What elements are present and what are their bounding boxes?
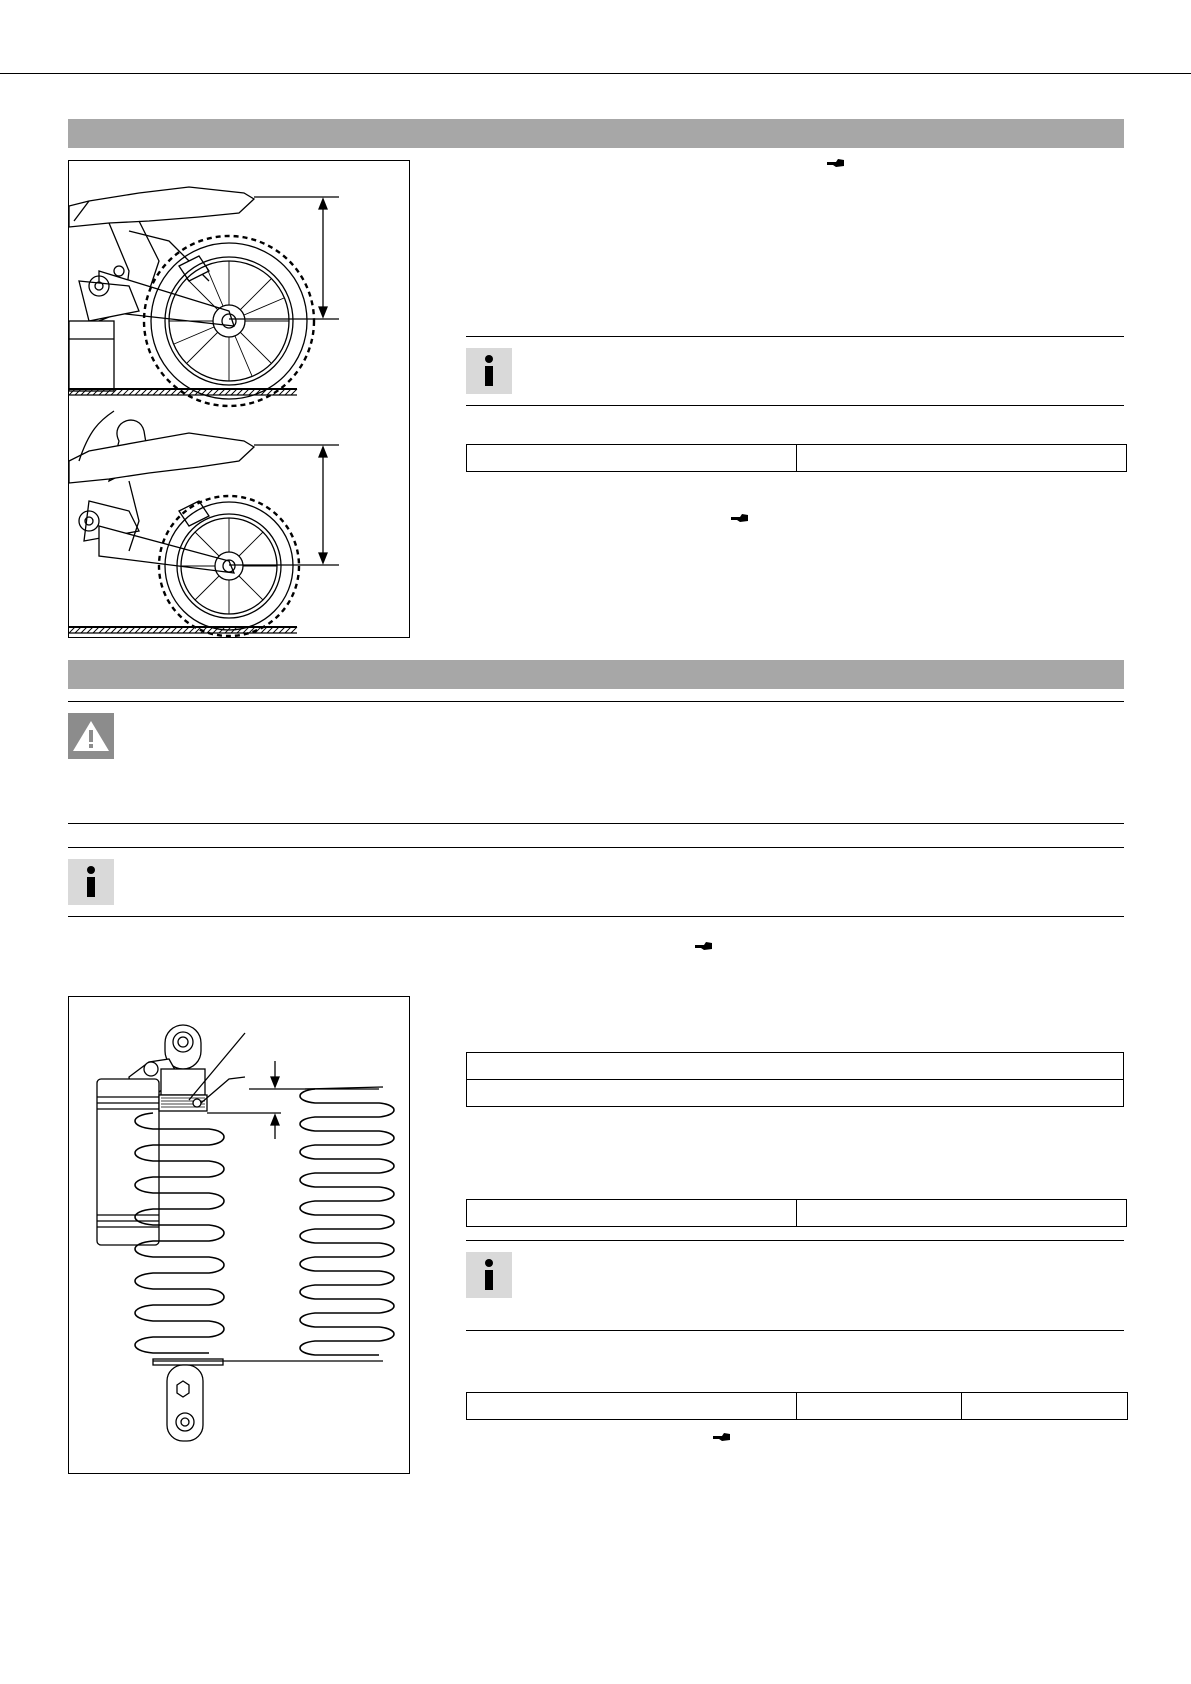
note-rule-top [466, 336, 1124, 337]
spec-table-spring-rate [466, 1392, 1128, 1420]
page-top-rule [0, 73, 1191, 74]
table-cell [797, 1200, 1127, 1227]
pointing-hand-icon [731, 512, 749, 524]
spec-table-sag [466, 444, 1127, 472]
note-rule-bottom [466, 1330, 1124, 1331]
info-icon [466, 348, 512, 394]
pointing-hand-icon [713, 1431, 731, 1443]
table-cell [797, 445, 1127, 472]
table-cell [962, 1393, 1128, 1420]
table-cell [797, 1393, 962, 1420]
spec-table-spring-length [466, 1052, 1124, 1107]
section-heading-bar-1 [68, 119, 1124, 148]
info-icon [68, 859, 114, 905]
table-cell [467, 1053, 1124, 1080]
figure-shock-spring [68, 996, 410, 1474]
note-rule-bottom [466, 405, 1124, 406]
warning-triangle-icon [68, 713, 114, 759]
figure-sag-measurement [68, 160, 410, 638]
spec-table-preload [466, 1199, 1127, 1227]
shock-absorber-illustration [69, 997, 410, 1474]
motorcycle-sag-illustration [69, 161, 410, 638]
warning-rule-top [68, 701, 1124, 702]
pointing-hand-icon [695, 940, 713, 952]
note-rule-top [466, 1240, 1124, 1241]
pointing-hand-icon [827, 157, 845, 169]
table-cell [467, 445, 797, 472]
note-rule-top [68, 847, 1124, 848]
table-cell [467, 1200, 797, 1227]
note-rule-bottom [68, 916, 1124, 917]
section-heading-bar-2 [68, 660, 1124, 689]
table-cell [467, 1393, 797, 1420]
info-icon [466, 1252, 512, 1298]
table-cell [467, 1080, 1124, 1107]
warning-rule-bottom [68, 823, 1124, 824]
